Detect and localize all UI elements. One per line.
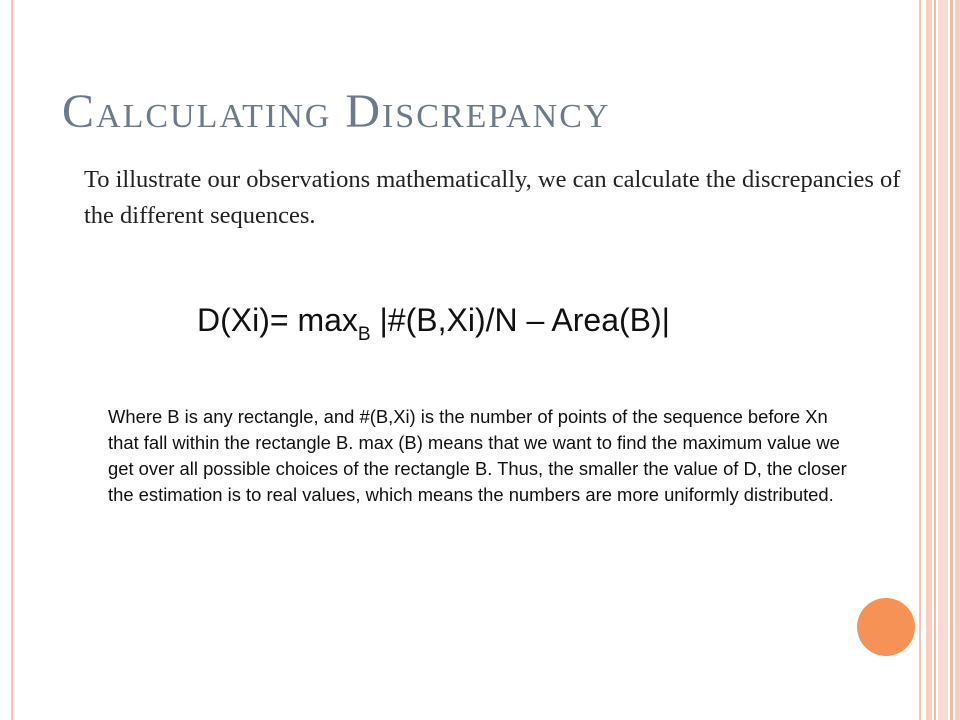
decor-stripe	[950, 0, 953, 720]
decorative-circle	[857, 598, 915, 656]
formula-rhs: |#(B,Xi)/N – Area(B)|	[370, 302, 670, 338]
explanation-text: Where B is any rectangle, and #(B,Xi) is the number of points of the sequence before Xn that fall within the rectangle B. max (B) means that we want to find the maximum value we get over all possible choices of the rectangle B. Thus, the smaller the value of D, the closer the estimation is to real values, which means the numbers are more uniformly distributed.	[108, 406, 847, 505]
discrepancy-formula	[197, 298, 670, 348]
decor-stripe	[955, 0, 960, 720]
formula-lhs: D(Xi)= max	[197, 302, 358, 338]
decor-stripe	[926, 0, 932, 720]
formula-subscript: B	[357, 324, 371, 345]
decor-stripe	[934, 0, 936, 720]
decor-stripe	[938, 0, 948, 720]
slide-title: Calculating Discrepancy	[62, 85, 611, 138]
intro-text: To illustrate our observations mathematically, we can calculate the discrepancies of the different sequences.	[84, 166, 901, 229]
